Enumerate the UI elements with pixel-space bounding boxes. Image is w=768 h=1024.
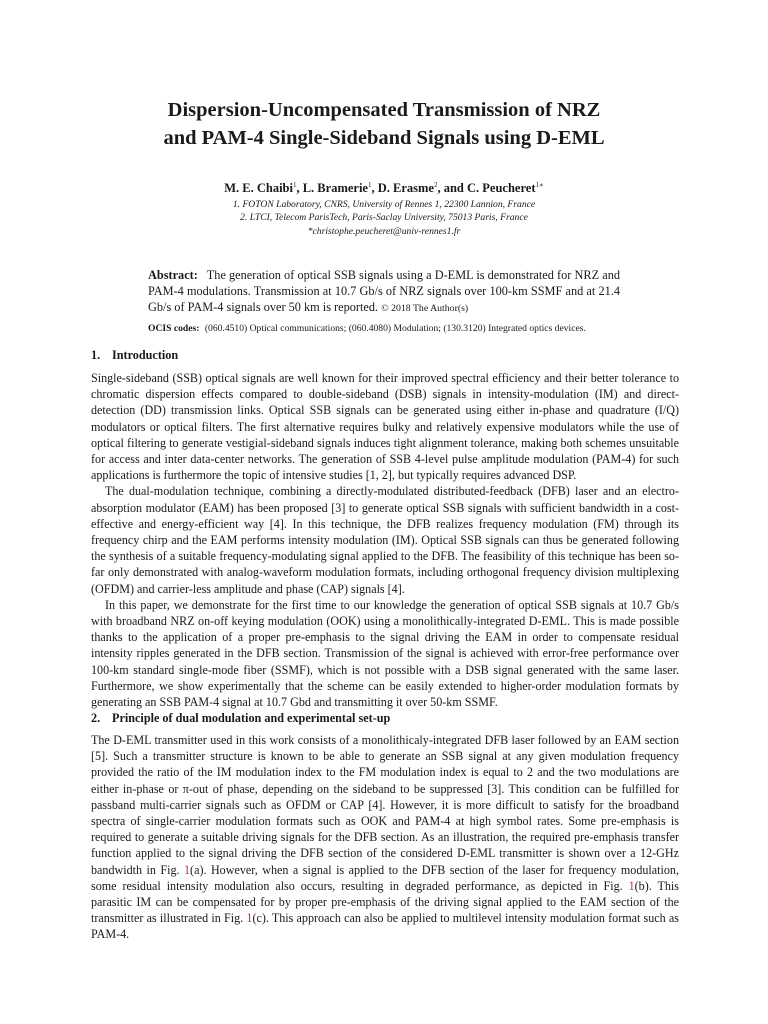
affiliation-2: 2. LTCI, Telecom ParisTech, Paris-Saclay University, 75013 Paris, France (240, 212, 528, 223)
ocis-codes (148, 323, 628, 334)
author-name: L. Bramerie (302, 181, 368, 196)
paper-title (0, 96, 768, 152)
paragraph: The dual-modulation technique, combining a directly-modulated distributed-feedback (DFB) laser and an electro-absorption modulator (EAM) has been proposed [3] to generate optical SSB signals with sufficient bandwidth in a cost-effective and energy-efficient way [4]. In this technique, the DFB realizes frequency modulation (FM) through its frequency chirp and the EAM performs intensity modulation (IM). Optical SSB signals can thus be generated following the synthesis of a suitable frequency-modulating signal applied to the DFB. The feasibility of this technique has been so-far only demonstrated with analog-waveform modulation formats, including orthogonal frequency division multiplexing (OFDM) and carrier-less amplitude and phase (CAP) signals [4]. (91, 484, 679, 596)
ocis-text: (060.4510) Optical communications; (060.4080) Modulation; (130.3120) Integrated optics devices. (204, 323, 586, 334)
abstract-text: The generation of optical SSB signals using a D-EML is demonstrated for NRZ and PAM-4 modulations. Transmission at 10.7 Gb/s of NRZ signals over 100-km SSMF and at 21.4 Gb/s of PAM-4 signals over 50 km is reported. (148, 268, 620, 315)
author-name: M. E. Chaibi (224, 181, 293, 196)
author-name: C. Peucheret (467, 181, 536, 196)
author-separator: , (371, 181, 378, 196)
section-heading-introduction (91, 348, 178, 363)
corresponding-email: *christophe.peucheret@univ-rennes1.fr (307, 226, 461, 237)
paragraph-text: (c). This approach can also be applied to multilevel intensity modulation format such as PAM-4. (91, 911, 679, 942)
author-separator: , and (437, 181, 468, 196)
paragraph-text: (b). This parasitic IM can be compensated for by proper pre-emphasis of the driving signal applied to the EAM section of the transmitter as illustrated in Fig. (91, 878, 679, 926)
paragraph (91, 732, 679, 943)
author-affil-mark: 2 (433, 181, 438, 189)
title-line-1: Dispersion-Uncompensated Transmission of NRZ (167, 99, 601, 121)
author-affil-mark: 1 (292, 181, 297, 189)
author-separator: , (296, 181, 303, 196)
affiliation-1: 1. FOTON Laboratory, CNRS, University of Rennes 1, 22300 Lannion, France (232, 199, 536, 210)
principle-body (91, 732, 679, 943)
section-number: 1. (91, 348, 101, 362)
figure-reference-link[interactable]: 1 (628, 878, 635, 893)
author-list (0, 181, 768, 196)
author-name: D. Erasme (377, 181, 434, 196)
section-title: Principle of dual modulation and experimental set-up (112, 711, 391, 725)
figure-reference-link[interactable]: 1 (184, 862, 191, 877)
title-line-2: and PAM-4 Single-Sideband Signals using D-EML (163, 127, 605, 149)
paragraph-text: The D-EML transmitter used in this work consists of a monolithicaly-integrated DFB laser followed by an EAM section [5]. Such a transmitter structure is known to be able to generate an SSB signal at any given modulation frequency provided the ratio of the IM modulation index to the FM modulation index is equal to 2 and the two modulations are either in-phase or π-out of phase, depending on the sideband to be suppressed [3]. This condition can be fulfilled for passband multi-carrier signals such as OFDM or CAP [4]. However, it is more difficult to satisfy for the broadband spectra of single-carrier modulation formats such as OOK and PAM-4 at high symbol rates. Some pre-emphasis is required to generate a suitable driving signals for the DFB section. As an illustration, the required pre-emphasis transfer function applied to the signal driving the DFB section of the considered D-EML transmitter is shown over a 12-GHz bandwidth in Fig. (91, 733, 679, 877)
abstract-label: Abstract: (148, 268, 198, 282)
section-heading-principle (91, 711, 390, 726)
paragraph-text: (a). However, when a signal is applied to the DFB section of the laser for frequency modulation, some residual intensity modulation also occurs, resulting in degraded performance, as depicted in Fig. (91, 862, 679, 893)
ocis-label: OCIS codes: (148, 323, 200, 334)
author-affil-mark: 1 (367, 181, 372, 189)
paragraph: Single-sideband (SSB) optical signals are well known for their improved spectral efficiency and their better tolerance to chromatic dispersion effects compared to double-sideband (DSB) signals in intensity-modulation (IM) and direct-detection (DD) transmission links. Optical SSB signals can be generated using either in-phase and quadrature (I/Q) modulators or optical filters. The first alternative requires bulky and relatively expensive modulators while the use of optical filtering to generate vestigial-sideband signals induces tight alignment tolerance, making both schemes unsuitable for access and inter data-center networks. The generation of SSB 4-level pulse amplitude modulation (PAM-4) for such applications is furthermore the topic of intensive studies [1, 2], but typically requires advanced DSP. (91, 371, 679, 483)
section-title: Introduction (112, 348, 179, 362)
abstract (148, 267, 620, 318)
figure-reference-link[interactable]: 1 (246, 911, 253, 926)
section-number: 2. (91, 711, 101, 725)
paragraph: In this paper, we demonstrate for the first time to our knowledge the generation of optical SSB signals at 10.7 Gb/s with broadband NRZ on-off keying modulation (OOK) using a monolithically-integrated D-EML. This is made possible thanks to the application of a proper pre-emphasis to the signal driving the EAM in order to compensate residual intensity ripples generated in the DFB section. Transmission of the signal is achieved with error-free performance over 100-km standard single-mode fiber (SSMF), which is not possible with a DSB signal generated with the same laser. Furthermore, we show experimentally that the scheme can be easily extended to higher-order modulation formats by generating an SSB PAM-4 signal at 10.7 Gbd and transmitting it over 50-km SSMF. (91, 597, 679, 710)
introduction-body (91, 370, 679, 710)
author-affil-mark: 1∗ (535, 181, 544, 189)
copyright-notice: © 2018 The Author(s) (381, 303, 469, 315)
